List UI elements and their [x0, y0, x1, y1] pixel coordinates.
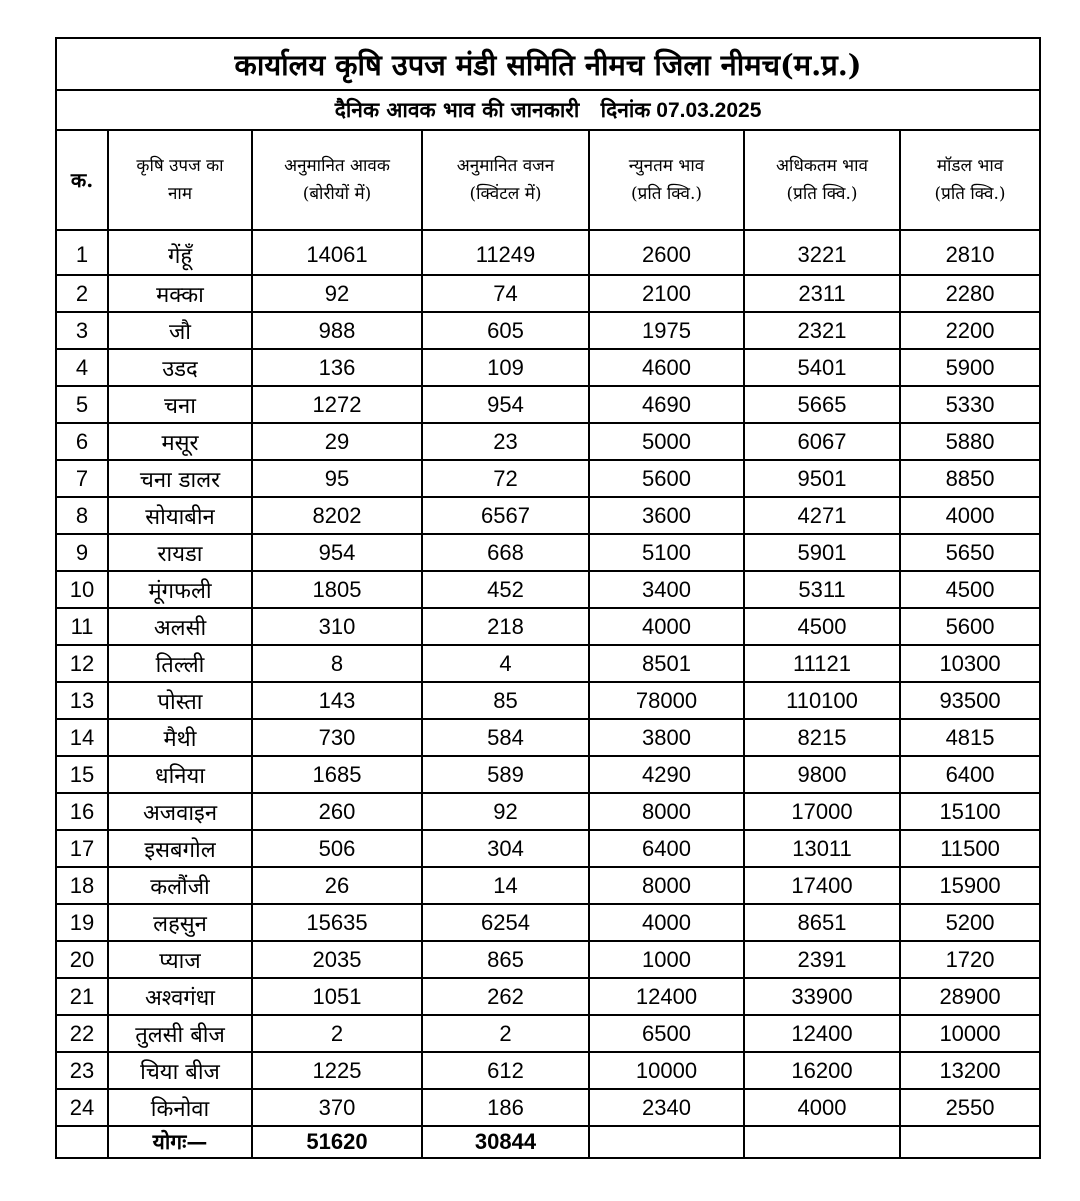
cell-modal: 4500 — [900, 571, 1040, 608]
cell-weight: 92 — [422, 793, 589, 830]
cell-min: 3400 — [589, 571, 744, 608]
cell-max: 6067 — [744, 423, 900, 460]
cell-name: सोयाबीन — [108, 497, 252, 534]
cell-modal: 28900 — [900, 978, 1040, 1015]
cell-name: मूंगफली — [108, 571, 252, 608]
cell-min: 2340 — [589, 1089, 744, 1126]
cell-name: पोस्ता — [108, 682, 252, 719]
cell-name: किनोवा — [108, 1089, 252, 1126]
cell-min: 8000 — [589, 867, 744, 904]
cell-sr: 16 — [56, 793, 108, 830]
header-max-line2: (प्रति क्वि.) — [786, 184, 858, 204]
header-weight — [422, 130, 589, 230]
cell-name: जौ — [108, 312, 252, 349]
cell-arrival: 8202 — [252, 497, 422, 534]
cell-arrival: 1685 — [252, 756, 422, 793]
table-row — [56, 497, 1040, 534]
cell-arrival: 143 — [252, 682, 422, 719]
cell-arrival: 1805 — [252, 571, 422, 608]
cell-max: 4000 — [744, 1089, 900, 1126]
cell-max: 4271 — [744, 497, 900, 534]
cell-modal: 10000 — [900, 1015, 1040, 1052]
cell-weight: 218 — [422, 608, 589, 645]
cell-sr: 23 — [56, 1052, 108, 1089]
cell-sr: 7 — [56, 460, 108, 497]
cell-name: इसबगोल — [108, 830, 252, 867]
cell-max: 9800 — [744, 756, 900, 793]
total-blank-min — [589, 1126, 744, 1158]
cell-min: 2100 — [589, 275, 744, 312]
cell-modal: 5900 — [900, 349, 1040, 386]
cell-modal: 4000 — [900, 497, 1040, 534]
cell-max: 33900 — [744, 978, 900, 1015]
cell-max: 9501 — [744, 460, 900, 497]
cell-min: 3800 — [589, 719, 744, 756]
cell-name: चना — [108, 386, 252, 423]
cell-arrival: 506 — [252, 830, 422, 867]
page-title: कार्यालय कृषि उपज मंडी समिति नीमच जिला नीमच(म.प्र.) — [56, 38, 1040, 90]
total-row — [56, 1126, 1040, 1158]
cell-sr: 5 — [56, 386, 108, 423]
total-blank-modal — [900, 1126, 1040, 1158]
cell-sr: 22 — [56, 1015, 108, 1052]
cell-sr: 2 — [56, 275, 108, 312]
table-row — [56, 1015, 1040, 1052]
cell-name: तुलसी बीज — [108, 1015, 252, 1052]
cell-min: 8000 — [589, 793, 744, 830]
cell-max: 17400 — [744, 867, 900, 904]
cell-sr: 21 — [56, 978, 108, 1015]
cell-modal: 2200 — [900, 312, 1040, 349]
cell-name: कलौंजी — [108, 867, 252, 904]
cell-min: 1975 — [589, 312, 744, 349]
cell-max: 3221 — [744, 230, 900, 275]
cell-arrival: 15635 — [252, 904, 422, 941]
header-row — [56, 130, 1040, 230]
table-row — [56, 645, 1040, 682]
cell-min: 6400 — [589, 830, 744, 867]
cell-modal: 6400 — [900, 756, 1040, 793]
cell-min: 4600 — [589, 349, 744, 386]
cell-arrival: 1272 — [252, 386, 422, 423]
cell-max: 17000 — [744, 793, 900, 830]
cell-modal: 2550 — [900, 1089, 1040, 1126]
table-row — [56, 460, 1040, 497]
cell-modal: 93500 — [900, 682, 1040, 719]
cell-arrival: 92 — [252, 275, 422, 312]
cell-name: मक्का — [108, 275, 252, 312]
cell-weight: 452 — [422, 571, 589, 608]
cell-arrival: 370 — [252, 1089, 422, 1126]
total-sr-blank — [56, 1126, 108, 1158]
cell-modal: 15900 — [900, 867, 1040, 904]
total-label: योगः— — [108, 1126, 252, 1158]
header-max-line1: अधिकतम भाव — [776, 156, 868, 176]
cell-max: 5311 — [744, 571, 900, 608]
cell-modal: 11500 — [900, 830, 1040, 867]
table-row — [56, 904, 1040, 941]
cell-sr: 6 — [56, 423, 108, 460]
cell-name: अलसी — [108, 608, 252, 645]
table-row — [56, 830, 1040, 867]
cell-name: प्याज — [108, 941, 252, 978]
header-sr: क. — [56, 130, 108, 230]
cell-min: 4000 — [589, 904, 744, 941]
cell-weight: 186 — [422, 1089, 589, 1126]
cell-weight: 262 — [422, 978, 589, 1015]
cell-name: लहसुन — [108, 904, 252, 941]
cell-max: 13011 — [744, 830, 900, 867]
header-min-line1: न्युनतम भाव — [628, 156, 705, 176]
cell-min: 6500 — [589, 1015, 744, 1052]
cell-arrival: 29 — [252, 423, 422, 460]
cell-sr: 10 — [56, 571, 108, 608]
cell-min: 5100 — [589, 534, 744, 571]
header-arrival — [252, 130, 422, 230]
cell-max: 8651 — [744, 904, 900, 941]
table-row — [56, 756, 1040, 793]
total-blank-max — [744, 1126, 900, 1158]
table-row — [56, 423, 1040, 460]
table-row — [56, 534, 1040, 571]
table-row — [56, 571, 1040, 608]
cell-name: मसूर — [108, 423, 252, 460]
cell-modal: 5600 — [900, 608, 1040, 645]
header-weight-line2: (क्विंटल में) — [469, 184, 542, 204]
cell-modal: 5650 — [900, 534, 1040, 571]
cell-max: 4500 — [744, 608, 900, 645]
cell-modal: 4815 — [900, 719, 1040, 756]
cell-sr: 15 — [56, 756, 108, 793]
cell-sr: 18 — [56, 867, 108, 904]
data-rows — [56, 230, 1040, 1126]
cell-sr: 20 — [56, 941, 108, 978]
header-arrival-line1: अनुमानित आवक — [284, 156, 390, 176]
cell-sr: 19 — [56, 904, 108, 941]
cell-modal: 2810 — [900, 230, 1040, 275]
cell-weight: 23 — [422, 423, 589, 460]
header-name — [108, 130, 252, 230]
cell-min: 10000 — [589, 1052, 744, 1089]
cell-weight: 612 — [422, 1052, 589, 1089]
cell-modal: 5200 — [900, 904, 1040, 941]
table-row — [56, 1052, 1040, 1089]
cell-weight: 11249 — [422, 230, 589, 275]
cell-name: अश्वगंधा — [108, 978, 252, 1015]
table-row — [56, 719, 1040, 756]
header-modal — [900, 130, 1040, 230]
cell-weight: 85 — [422, 682, 589, 719]
cell-sr: 17 — [56, 830, 108, 867]
cell-arrival: 26 — [252, 867, 422, 904]
cell-arrival: 310 — [252, 608, 422, 645]
cell-weight: 4 — [422, 645, 589, 682]
table-row — [56, 682, 1040, 719]
cell-sr: 1 — [56, 230, 108, 275]
cell-modal: 8850 — [900, 460, 1040, 497]
cell-max: 110100 — [744, 682, 900, 719]
cell-weight: 954 — [422, 386, 589, 423]
cell-max: 12400 — [744, 1015, 900, 1052]
cell-weight: 14 — [422, 867, 589, 904]
cell-name: तिल्ली — [108, 645, 252, 682]
header-min-line2: (प्रति क्वि.) — [631, 184, 702, 204]
cell-arrival: 1225 — [252, 1052, 422, 1089]
cell-modal: 5880 — [900, 423, 1040, 460]
total-weight: 30844 — [422, 1126, 589, 1158]
cell-name: चना डालर — [108, 460, 252, 497]
cell-weight: 109 — [422, 349, 589, 386]
table-row — [56, 978, 1040, 1015]
cell-modal: 13200 — [900, 1052, 1040, 1089]
cell-name: रायडा — [108, 534, 252, 571]
cell-max: 5665 — [744, 386, 900, 423]
cell-weight: 668 — [422, 534, 589, 571]
cell-modal: 1720 — [900, 941, 1040, 978]
cell-arrival: 954 — [252, 534, 422, 571]
cell-arrival: 260 — [252, 793, 422, 830]
cell-name: मैथी — [108, 719, 252, 756]
subtitle-row — [56, 90, 1040, 130]
cell-max: 11121 — [744, 645, 900, 682]
cell-min: 12400 — [589, 978, 744, 1015]
header-modal-line1: मॉडल भाव — [936, 156, 1004, 176]
cell-arrival: 730 — [252, 719, 422, 756]
cell-max: 2391 — [744, 941, 900, 978]
table-row — [56, 349, 1040, 386]
cell-sr: 8 — [56, 497, 108, 534]
cell-weight: 72 — [422, 460, 589, 497]
cell-min: 4000 — [589, 608, 744, 645]
cell-arrival: 14061 — [252, 230, 422, 275]
cell-weight: 605 — [422, 312, 589, 349]
rates-table — [55, 37, 1041, 1159]
cell-min: 3600 — [589, 497, 744, 534]
table-row — [56, 941, 1040, 978]
cell-weight: 2 — [422, 1015, 589, 1052]
cell-sr: 3 — [56, 312, 108, 349]
cell-weight: 304 — [422, 830, 589, 867]
table-row — [56, 867, 1040, 904]
header-max — [744, 130, 900, 230]
cell-weight: 589 — [422, 756, 589, 793]
cell-min: 8501 — [589, 645, 744, 682]
cell-weight: 6567 — [422, 497, 589, 534]
cell-name: गेंहूँ — [108, 230, 252, 275]
title-row — [56, 38, 1040, 90]
table-row — [56, 230, 1040, 275]
cell-max: 8215 — [744, 719, 900, 756]
subtitle-cell — [56, 90, 1040, 130]
cell-min: 1000 — [589, 941, 744, 978]
cell-arrival: 2 — [252, 1015, 422, 1052]
cell-modal: 5330 — [900, 386, 1040, 423]
mandi-rate-sheet — [55, 37, 1039, 1159]
header-modal-line2: (प्रति क्वि.) — [934, 184, 1006, 204]
cell-min: 4690 — [589, 386, 744, 423]
cell-min: 78000 — [589, 682, 744, 719]
table-row — [56, 608, 1040, 645]
table-row — [56, 312, 1040, 349]
subtitle: दैनिक आवक भाव की जानकारी — [334, 97, 580, 122]
header-weight-line1: अनुमानित वजन — [456, 156, 555, 176]
cell-modal: 2280 — [900, 275, 1040, 312]
header-arrival-line2: (बोरीयों में) — [302, 184, 372, 204]
cell-modal: 15100 — [900, 793, 1040, 830]
table-row — [56, 1089, 1040, 1126]
cell-max: 2321 — [744, 312, 900, 349]
cell-weight: 584 — [422, 719, 589, 756]
cell-weight: 6254 — [422, 904, 589, 941]
table-row — [56, 275, 1040, 312]
cell-name: धनिया — [108, 756, 252, 793]
cell-min: 4290 — [589, 756, 744, 793]
cell-max: 2311 — [744, 275, 900, 312]
cell-max: 16200 — [744, 1052, 900, 1089]
cell-min: 5000 — [589, 423, 744, 460]
cell-sr: 24 — [56, 1089, 108, 1126]
table-row — [56, 793, 1040, 830]
table-row — [56, 386, 1040, 423]
cell-name: उडद — [108, 349, 252, 386]
header-min — [589, 130, 744, 230]
cell-max: 5401 — [744, 349, 900, 386]
cell-arrival: 136 — [252, 349, 422, 386]
cell-arrival: 988 — [252, 312, 422, 349]
report-date: दिनांक 07.03.2025 — [600, 99, 762, 122]
cell-sr: 12 — [56, 645, 108, 682]
cell-sr: 9 — [56, 534, 108, 571]
header-name-line1: कृषि उपज का — [136, 156, 224, 176]
cell-modal: 10300 — [900, 645, 1040, 682]
cell-name: चिया बीज — [108, 1052, 252, 1089]
cell-sr: 13 — [56, 682, 108, 719]
cell-arrival: 2035 — [252, 941, 422, 978]
cell-sr: 11 — [56, 608, 108, 645]
total-arrival: 51620 — [252, 1126, 422, 1158]
cell-min: 2600 — [589, 230, 744, 275]
header-name-line2: नाम — [167, 184, 192, 204]
cell-weight: 74 — [422, 275, 589, 312]
cell-sr: 4 — [56, 349, 108, 386]
cell-name: अजवाइन — [108, 793, 252, 830]
cell-arrival: 1051 — [252, 978, 422, 1015]
cell-sr: 14 — [56, 719, 108, 756]
cell-min: 5600 — [589, 460, 744, 497]
cell-max: 5901 — [744, 534, 900, 571]
cell-arrival: 95 — [252, 460, 422, 497]
cell-weight: 865 — [422, 941, 589, 978]
cell-arrival: 8 — [252, 645, 422, 682]
